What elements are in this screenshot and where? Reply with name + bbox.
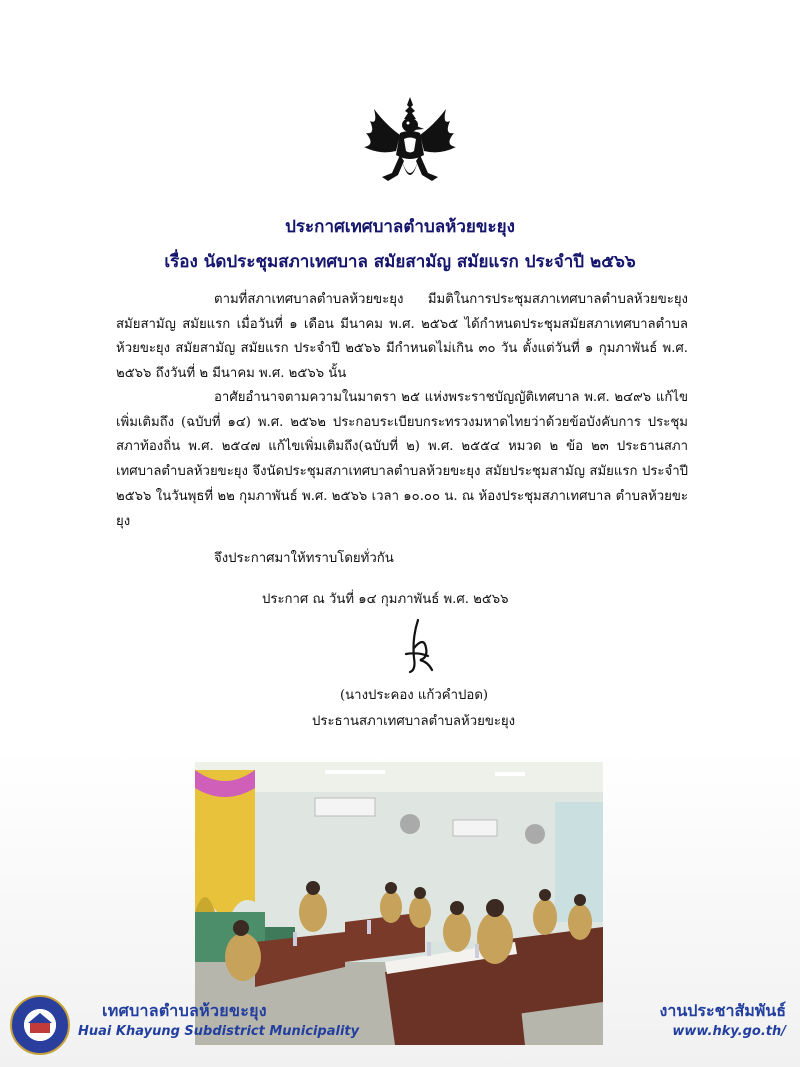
announcement-title: ประกาศเทศบาลตำบลห้วยขะยุง	[285, 217, 515, 237]
paragraph-2	[116, 386, 688, 534]
paragraph-1-text: ตามที่สภาเทศบาลตำบลห้วยขะยุง มีมติในการประชุมสภาเทศบาลตำบลห้วยขะยุง สมัยสามัญ สมัยแรก เมื่อวันที่ ๑ เดือน มีนาคม พ.ศ. ๒๕๖๕ ได้กำหนดประชุมสมัยสภาเทศบาลตำบล ห้วยขะยุง สมัยสามัญ สมัยแรก ประจำปี ๒๕๖๖ มีกำหนดไม่เกิน ๓๐ วัน ตั้งแต่วันที่ ๑ กุมภาพันธ์ พ.ศ. ๒๕๖๖ ถึงวันที่ ๒ มีนาคม พ.ศ. ๒๕๖๖ นั้น	[116, 292, 688, 382]
footer-department: งานประชาสัมพันธ์	[659, 1001, 786, 1020]
footer-org-name-en: Huai Khayung Subdistrict Municipality	[78, 1024, 360, 1039]
signer-name: (นางประคอง แก้วคำปอด)	[340, 688, 489, 703]
paragraph-3: จึงประกาศมาให้ทราบโดยทั่วกัน	[214, 551, 394, 566]
municipality-seal-icon	[12, 997, 68, 1053]
signature-icon	[398, 618, 436, 674]
garuda-emblem-icon	[358, 95, 462, 187]
paragraph-2-text: อาศัยอำนาจตามความในมาตรา ๒๕ แห่งพระราชบัญญัติเทศบาล พ.ศ. ๒๔๙๖ แก้ไขเพิ่มเติมถึง (ฉบับที่ ๑๔) พ.ศ. ๒๕๖๒ ประกอบระเบียบกระทรวงมหาดไทยว่าด้วยข้อบังคับการ ประชุมสภาท้องถิ่น พ.ศ. ๒๕๔๗ แก้ไขเพิ่มเติมถึง(ฉบับที่ ๒) พ.ศ. ๒๕๕๔ หมวด ๒ ข้อ ๒๓ ประธานสภา เทศบาลตำบลห้วยขะยุง จึงนัดประชุมสภาเทศบาลตำบลห้วยขะยุง สมัยประชุมสามัญ สมัยแรก ประจำปี ๒๕๖๖ ในวันพุธที่ ๒๒ กุมภาพันธ์ พ.ศ. ๒๕๖๖ เวลา ๑๐.๐๐ น. ณ ห้องประชุมสภาเทศบาล ตำบลห้วยขะยุง	[116, 390, 688, 529]
footer-org-name-th: เทศบาลตำบลห้วยขะยุง	[102, 1001, 267, 1020]
announcement-subject: เรื่อง นัดประชุมสภาเทศบาล สมัยสามัญ สมัยแรก ประจำปี ๒๕๖๖	[164, 252, 636, 272]
paragraph-1	[116, 288, 688, 387]
footer-website-link[interactable]: www.hky.go.th/	[672, 1024, 786, 1039]
announcement-date: ประกาศ ณ วันที่ ๑๔ กุมภาพันธ์ พ.ศ. ๒๕๖๖	[262, 592, 509, 607]
municipality-logo	[10, 995, 70, 1055]
signer-title: ประธานสภาเทศบาลตำบลห้วยขะยุง	[312, 714, 516, 729]
